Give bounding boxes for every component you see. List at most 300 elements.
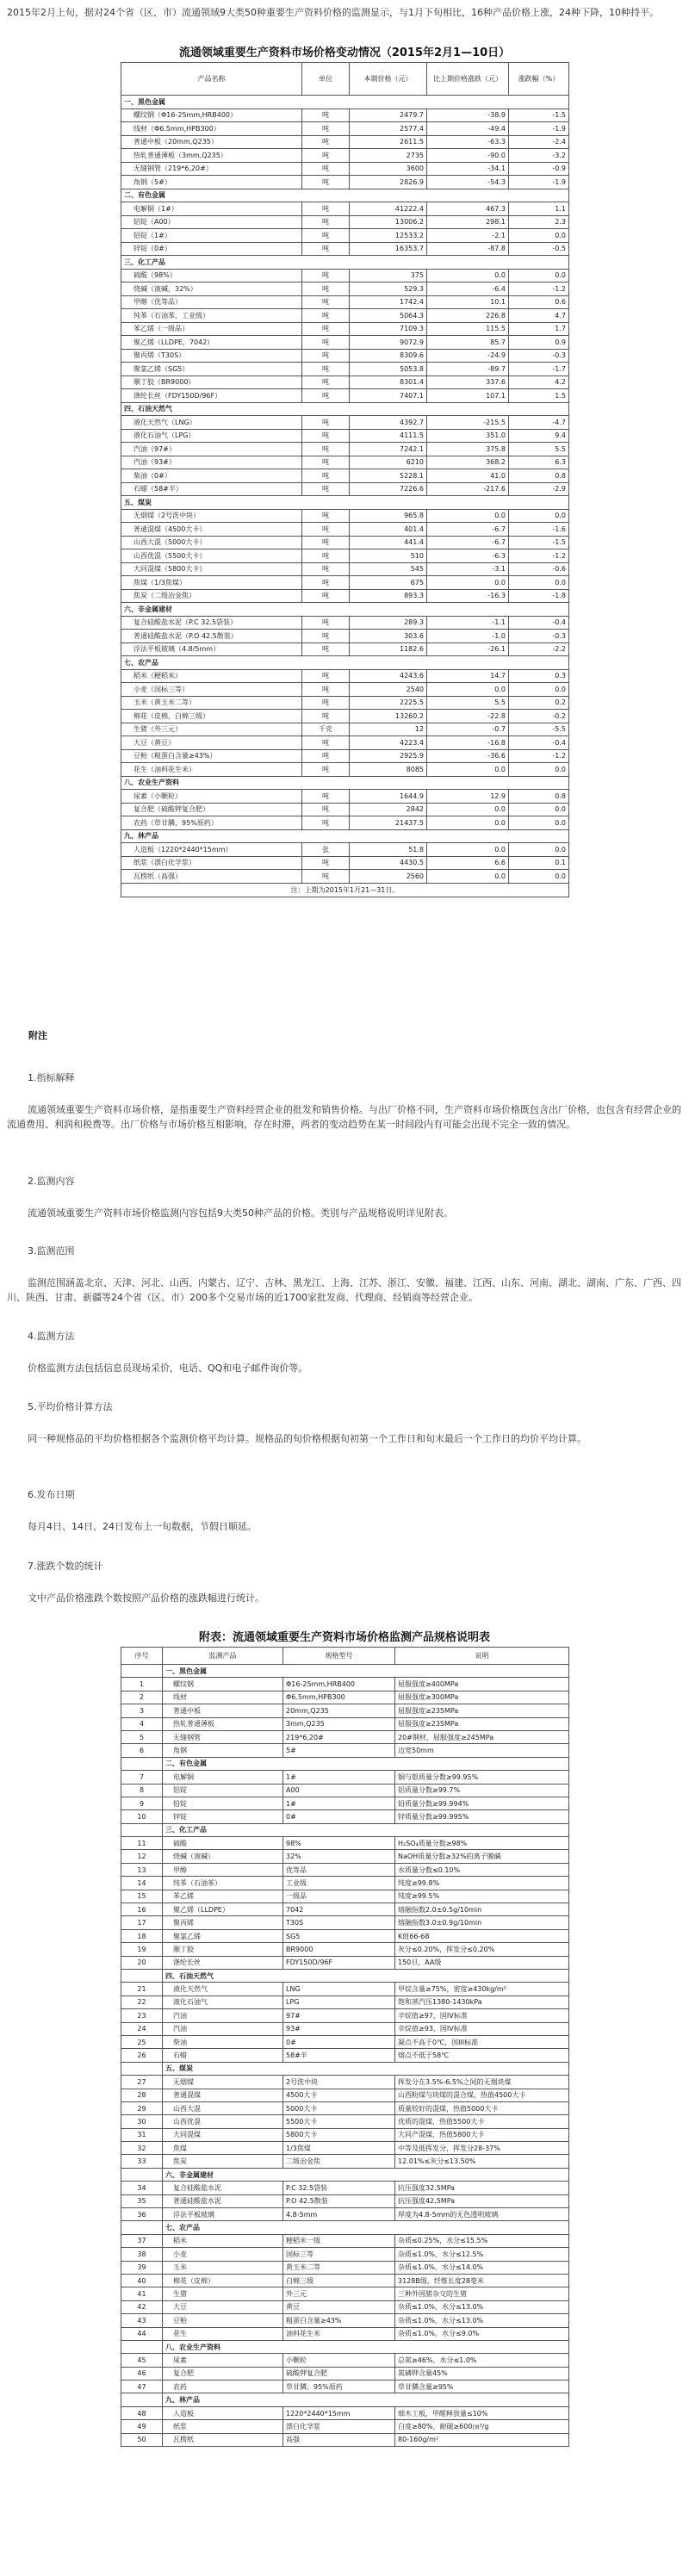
unit-cell: 吨 bbox=[302, 790, 350, 804]
pct-cell: -1.5 bbox=[509, 536, 569, 549]
price-cell: 2925.9 bbox=[350, 749, 427, 763]
note-2-title: 2.监测内容 bbox=[28, 1176, 75, 1187]
change-cell: 368.2 bbox=[427, 456, 509, 469]
product-name: 浮法平板玻璃（4.8/5mm） bbox=[121, 642, 302, 656]
desc-cell: K值66-68 bbox=[395, 1929, 569, 1942]
table-row bbox=[121, 242, 569, 256]
category-label: 七、农产品 bbox=[121, 656, 569, 670]
pct-cell: 0.0 bbox=[509, 763, 569, 777]
pct-cell: -2.2 bbox=[509, 642, 569, 656]
price-cell: 12533.2 bbox=[350, 229, 427, 243]
price-cell: 12 bbox=[350, 723, 427, 736]
price-cell: 375 bbox=[350, 269, 427, 282]
row-number: 8 bbox=[121, 1784, 163, 1797]
price-cell: 6210 bbox=[350, 456, 427, 469]
change-cell: -2.1 bbox=[427, 229, 509, 243]
product-name: 瓦楞纸 bbox=[163, 2433, 283, 2446]
row-number: 24 bbox=[121, 2022, 163, 2035]
pct-cell: -5.5 bbox=[509, 723, 569, 736]
row-number: 47 bbox=[121, 2380, 163, 2393]
note-4 bbox=[7, 1329, 682, 1375]
spec-table-row bbox=[121, 2128, 569, 2141]
product-name: 花生（油料花生米） bbox=[121, 763, 302, 777]
spec-cell: 0# bbox=[283, 1810, 395, 1823]
spec-cell: 4500大卡 bbox=[283, 2089, 395, 2101]
category-label: 三、化工产品 bbox=[163, 1823, 569, 1836]
change-cell: 0.0 bbox=[427, 843, 509, 857]
spec-cell: 58#半 bbox=[283, 2049, 395, 2062]
spec-table-row bbox=[121, 2049, 569, 2062]
table-row bbox=[121, 322, 569, 336]
category-label: 六、非金属建材 bbox=[121, 603, 569, 617]
category-row bbox=[121, 256, 569, 270]
pct-cell: -2.9 bbox=[509, 482, 569, 496]
product-name: 石蜡（58#半） bbox=[121, 482, 302, 496]
row-number bbox=[121, 2062, 163, 2075]
table-row bbox=[121, 696, 569, 710]
change-cell: -34.1 bbox=[427, 162, 509, 176]
pct-cell: -1.9 bbox=[509, 176, 569, 189]
spec-table-row bbox=[121, 2287, 569, 2300]
change-cell: 41.0 bbox=[427, 469, 509, 483]
product-name: 聚氯乙烯（SG5） bbox=[121, 363, 302, 376]
price-cell: 5053.8 bbox=[350, 363, 427, 376]
spec-table-row bbox=[121, 2300, 569, 2313]
spec-table-title: 附表：流通领域重要生产资料市场价格监测产品规格说明表 bbox=[198, 1631, 490, 1644]
table-row bbox=[121, 482, 569, 496]
price-cell: 2611.5 bbox=[350, 135, 427, 149]
header-unit: 单位 bbox=[302, 63, 350, 96]
spec-cell: 优等品 bbox=[283, 1863, 395, 1876]
desc-cell: 灰分≤0.20%，挥发分≤0.20% bbox=[395, 1943, 569, 1956]
pct-cell: 0.1 bbox=[509, 856, 569, 870]
product-name: 焦炭 bbox=[163, 2155, 283, 2168]
desc-cell: 纯度≥99.5% bbox=[395, 1890, 569, 1903]
table-row bbox=[121, 336, 569, 350]
desc-cell: 氮磷钾含量45% bbox=[395, 2367, 569, 2380]
category-label: 七、农产品 bbox=[163, 2221, 569, 2234]
change-cell: -217.6 bbox=[427, 482, 509, 496]
pct-cell: -2.4 bbox=[509, 135, 569, 149]
pct-cell: -1.2 bbox=[509, 282, 569, 296]
table-row bbox=[121, 202, 569, 216]
product-name: 聚乙烯（LLDPE） bbox=[163, 1903, 283, 1916]
price-cell: 7226.6 bbox=[350, 482, 427, 496]
spec-cell: 97# bbox=[283, 2009, 395, 2022]
row-number: 11 bbox=[121, 1837, 163, 1850]
spec-table-row bbox=[121, 2420, 569, 2433]
category-label: 九、林产品 bbox=[121, 829, 569, 843]
table-row bbox=[121, 282, 569, 296]
spec-cell: 国标三等 bbox=[283, 2248, 395, 2261]
table-row bbox=[121, 669, 569, 683]
price-cell: 1182.6 bbox=[350, 642, 427, 656]
product-name: 热轧普通薄板 bbox=[163, 1717, 283, 1730]
product-name: 山西优混 bbox=[163, 2115, 283, 2128]
price-cell: 13260.2 bbox=[350, 710, 427, 723]
category-row bbox=[121, 496, 569, 510]
product-name: 涤纶长丝（FDY150D/96F） bbox=[121, 389, 302, 403]
price-cell: 965.8 bbox=[350, 509, 427, 523]
product-name: 苯乙烯 bbox=[163, 1890, 283, 1903]
change-cell: 0.0 bbox=[427, 816, 509, 830]
desc-cell: 凝点不高于0℃，国III标准 bbox=[395, 2035, 569, 2048]
unit-cell: 吨 bbox=[302, 336, 350, 350]
spec-cell: 32% bbox=[283, 1850, 395, 1863]
product-name: 液化石油气（LPG） bbox=[121, 429, 302, 443]
table-row bbox=[121, 162, 569, 176]
spec-cell: 3mm,Q235 bbox=[283, 1717, 395, 1730]
change-cell: -38.9 bbox=[427, 109, 509, 122]
desc-cell: 草甘膦含量≥95% bbox=[395, 2380, 569, 2393]
desc-cell: 抗压强度42.5MPa bbox=[395, 2194, 569, 2207]
spec-cell: 5# bbox=[283, 1744, 395, 1757]
spec-cell: 5000大卡 bbox=[283, 2101, 395, 2114]
row-number: 45 bbox=[121, 2354, 163, 2367]
price-cell: 3600 bbox=[350, 162, 427, 176]
product-name: 汽油（93#） bbox=[121, 456, 302, 469]
change-cell: 6.6 bbox=[427, 856, 509, 870]
unit-cell: 吨 bbox=[302, 229, 350, 243]
pct-cell: 0.0 bbox=[509, 843, 569, 857]
table-note-row bbox=[121, 883, 569, 897]
product-name: 复合肥（硫酸钾复合肥） bbox=[121, 803, 302, 816]
spec-cell: P.C 32.5袋装 bbox=[283, 2182, 395, 2194]
price-cell: 2842 bbox=[350, 803, 427, 816]
unit-cell: 吨 bbox=[302, 376, 350, 389]
price-cell: 510 bbox=[350, 549, 427, 563]
product-name: 螺纹钢 bbox=[163, 1678, 283, 1691]
table-row bbox=[121, 790, 569, 804]
table-row bbox=[121, 509, 569, 523]
spec-table-row bbox=[121, 2314, 569, 2327]
price-cell: 2540 bbox=[350, 683, 427, 697]
row-number: 3 bbox=[121, 1704, 163, 1717]
product-name: 石蜡 bbox=[163, 2049, 283, 2062]
product-name: 甲醇 bbox=[163, 1863, 283, 1876]
spec-table-row bbox=[121, 2009, 569, 2022]
spec-cell: 1# bbox=[283, 1797, 395, 1809]
spec-cell: BR9000 bbox=[283, 1943, 395, 1956]
pct-cell: -0.3 bbox=[509, 349, 569, 363]
product-name: 小麦 bbox=[163, 2248, 283, 2261]
row-number bbox=[121, 2340, 163, 2353]
spec-cell: 2号洗中块 bbox=[283, 2076, 395, 2089]
pct-cell: 0.0 bbox=[509, 269, 569, 282]
change-cell: -26.1 bbox=[427, 642, 509, 656]
product-name: 汽油（97#） bbox=[121, 443, 302, 456]
spec-table-row bbox=[121, 2182, 569, 2194]
product-name: 聚丙烯 bbox=[163, 1916, 283, 1929]
row-number bbox=[121, 2168, 163, 2181]
unit-cell: 吨 bbox=[302, 749, 350, 763]
row-number: 26 bbox=[121, 2049, 163, 2062]
change-cell: -215.5 bbox=[427, 416, 509, 430]
table-row bbox=[121, 870, 569, 884]
category-label: 五、煤炭 bbox=[163, 2062, 569, 2075]
row-number bbox=[121, 2393, 163, 2406]
price-cell: 8085 bbox=[350, 763, 427, 777]
unit-cell: 吨 bbox=[302, 683, 350, 697]
pct-cell: 0.0 bbox=[509, 683, 569, 697]
product-name: 玉米 bbox=[163, 2261, 283, 2274]
spec-table-row bbox=[121, 1850, 569, 1863]
pct-cell: 2.3 bbox=[509, 215, 569, 229]
change-cell: -16.8 bbox=[427, 736, 509, 750]
table-row bbox=[121, 229, 569, 243]
desc-cell: 杂质≤0.25%，水分≤15.5% bbox=[395, 2234, 569, 2247]
category-label: 八、农业生产资料 bbox=[163, 2340, 569, 2353]
desc-cell: H₂SO₄质量分数≥98% bbox=[395, 1837, 569, 1850]
product-name: 烧碱（液碱，32%） bbox=[121, 282, 302, 296]
product-name: 普通硅酸盐水泥 bbox=[163, 2194, 283, 2207]
category-row bbox=[121, 603, 569, 617]
table-row bbox=[121, 710, 569, 723]
unit-cell: 吨 bbox=[302, 363, 350, 376]
pct-cell: -1.8 bbox=[509, 589, 569, 603]
change-cell: -1.1 bbox=[427, 616, 509, 630]
table-row bbox=[121, 843, 569, 857]
row-number: 5 bbox=[121, 1730, 163, 1743]
spec-cell: 工业级 bbox=[283, 1877, 395, 1890]
spec-category-row bbox=[121, 1665, 569, 1678]
pct-cell: 0.0 bbox=[509, 870, 569, 884]
row-number: 1 bbox=[121, 1678, 163, 1691]
change-cell: -54.3 bbox=[427, 176, 509, 189]
spec-cell: 20mm,Q235 bbox=[283, 1704, 395, 1717]
product-name: 复合肥 bbox=[163, 2367, 283, 2380]
spec-category-row bbox=[121, 1969, 569, 1982]
spec-cell: LNG bbox=[283, 1983, 395, 1996]
row-number bbox=[121, 2221, 163, 2234]
desc-cell: 屈服强度≥300MPa bbox=[395, 1691, 569, 1704]
table-row bbox=[121, 122, 569, 136]
spec-category-row bbox=[121, 2340, 569, 2353]
table-row bbox=[121, 562, 569, 576]
table-row bbox=[121, 536, 569, 549]
change-cell: 375.8 bbox=[427, 443, 509, 456]
product-name: 复合硅酸盐水泥 bbox=[163, 2182, 283, 2194]
spec-table-row bbox=[121, 1771, 569, 1784]
price-cell: 21437.5 bbox=[350, 816, 427, 830]
pct-cell: -1.2 bbox=[509, 549, 569, 563]
spec-category-row bbox=[121, 2393, 569, 2406]
change-cell: 467.3 bbox=[427, 202, 509, 216]
desc-cell: 优质的混煤，热值5500大卡 bbox=[395, 2115, 569, 2128]
row-number: 19 bbox=[121, 1943, 163, 1956]
table-row bbox=[121, 683, 569, 697]
spec-category-row bbox=[121, 2221, 569, 2234]
row-number: 36 bbox=[121, 2208, 163, 2221]
product-name: 聚乙烯（LLDPE，7042） bbox=[121, 336, 302, 350]
product-name: 花生 bbox=[163, 2327, 283, 2340]
product-name: 焦煤 bbox=[163, 2142, 283, 2155]
table-row bbox=[121, 349, 569, 363]
row-number bbox=[121, 1665, 163, 1678]
header-pct: 涨跌幅（%） bbox=[509, 63, 569, 96]
product-name: 烧碱（液碱） bbox=[163, 1850, 283, 1863]
change-cell: 0.0 bbox=[427, 576, 509, 590]
spec-table-row bbox=[121, 2406, 569, 2419]
spec-table-row bbox=[121, 1717, 569, 1730]
desc-cell: 3128B级，纤维长度28毫米 bbox=[395, 2274, 569, 2287]
price-cell: 2560 bbox=[350, 870, 427, 884]
product-name: 焦煤（1/3焦煤） bbox=[121, 576, 302, 590]
product-name: 焦炭（二级冶金焦） bbox=[121, 589, 302, 603]
desc-cell: 铅质量分数≥99.994% bbox=[395, 1797, 569, 1809]
change-cell: -24.9 bbox=[427, 349, 509, 363]
row-number: 20 bbox=[121, 1956, 163, 1969]
spec-cell: 4.8-5mm bbox=[283, 2208, 395, 2221]
spec-table-row bbox=[121, 2035, 569, 2048]
unit-cell: 吨 bbox=[302, 549, 350, 563]
price-table-title: 流通领域重要生产资料市场价格变动情况（2015年2月1—10日） bbox=[178, 47, 511, 59]
table-row bbox=[121, 376, 569, 389]
desc-cell: 80-160g/m² bbox=[395, 2433, 569, 2446]
spec-table-row bbox=[121, 2354, 569, 2367]
category-row bbox=[121, 776, 569, 790]
desc-cell: 12.01%≤灰分≤13.50% bbox=[395, 2155, 569, 2168]
spec-cell: 黄玉米二等 bbox=[283, 2261, 395, 2274]
row-number: 40 bbox=[121, 2274, 163, 2287]
unit-cell: 吨 bbox=[302, 135, 350, 149]
unit-cell: 吨 bbox=[302, 149, 350, 163]
table-row bbox=[121, 642, 569, 656]
category-label: 二、有色金属 bbox=[121, 189, 569, 202]
row-number: 25 bbox=[121, 2035, 163, 2048]
unit-cell: 吨 bbox=[302, 122, 350, 136]
row-number: 22 bbox=[121, 1996, 163, 2008]
row-number: 28 bbox=[121, 2089, 163, 2101]
unit-cell: 千克 bbox=[302, 723, 350, 736]
spec-table-row bbox=[121, 1691, 569, 1704]
pct-cell: -1.6 bbox=[509, 523, 569, 537]
desc-cell: 杂质≤1.0%，水分≤13.0% bbox=[395, 2314, 569, 2327]
unit-cell: 吨 bbox=[302, 242, 350, 256]
desc-cell: 厚度为4.8-5mm的无色透明玻璃 bbox=[395, 2208, 569, 2221]
row-number: 6 bbox=[121, 1744, 163, 1757]
desc-cell: 山西粉煤与块煤的混合煤，热值4500大卡 bbox=[395, 2089, 569, 2101]
desc-cell: 大同产混煤，热值5800大卡 bbox=[395, 2128, 569, 2141]
desc-cell: 细木工板，甲醛释放量≤10% bbox=[395, 2406, 569, 2419]
pct-cell: -1.2 bbox=[509, 749, 569, 763]
table-row bbox=[121, 429, 569, 443]
product-name: 涤纶长丝 bbox=[163, 1956, 283, 1969]
desc-cell: 熔点不低于58℃ bbox=[395, 2049, 569, 2062]
product-name: 汽油 bbox=[163, 2022, 283, 2035]
pct-cell: -0.6 bbox=[509, 562, 569, 576]
desc-cell: 150旦，AA级 bbox=[395, 1956, 569, 1969]
unit-cell: 吨 bbox=[302, 616, 350, 630]
change-cell: 0.0 bbox=[427, 509, 509, 523]
row-number: 12 bbox=[121, 1850, 163, 1863]
spec-cell: 硫酸钾复合肥 bbox=[283, 2367, 395, 2380]
category-row bbox=[121, 829, 569, 843]
note-6 bbox=[7, 1487, 682, 1534]
pct-cell: -1.9 bbox=[509, 122, 569, 136]
product-name: 汽油 bbox=[163, 2009, 283, 2022]
unit-cell: 吨 bbox=[302, 349, 350, 363]
desc-cell: 熔融指数3.0±0.9g/10min bbox=[395, 1916, 569, 1929]
spec-cell: SG5 bbox=[283, 1929, 395, 1942]
unit-cell: 吨 bbox=[302, 630, 350, 643]
product-name: 铅锭 bbox=[163, 1797, 283, 1809]
note-5-text: 同一种规格品的平均价格根据各个监测价格平均计算。规格品的旬价格根据旬初第一个工作日和旬末最后一个工作日的均价平均计算。 bbox=[28, 1433, 587, 1444]
row-number: 9 bbox=[121, 1797, 163, 1809]
unit-cell: 吨 bbox=[302, 176, 350, 189]
category-row bbox=[121, 402, 569, 416]
pct-cell: 0.0 bbox=[509, 576, 569, 590]
category-row bbox=[121, 656, 569, 670]
desc-cell: 辛烷值≥93，国IV标准 bbox=[395, 2022, 569, 2035]
pct-cell: -0.9 bbox=[509, 162, 569, 176]
table-row bbox=[121, 630, 569, 643]
change-cell: 14.7 bbox=[427, 669, 509, 683]
pct-cell: 1.1 bbox=[509, 202, 569, 216]
category-row bbox=[121, 189, 569, 202]
spec-cell: Φ16-25mm,HRB400 bbox=[283, 1678, 395, 1691]
desc-cell: 白度≥80%，耐破≥600㎝³/g bbox=[395, 2420, 569, 2433]
price-cell: 289.3 bbox=[350, 616, 427, 630]
row-number: 43 bbox=[121, 2314, 163, 2327]
spec-table-header bbox=[121, 1648, 569, 1665]
desc-cell: 锌质量分数≥99.995% bbox=[395, 1810, 569, 1823]
price-cell: 675 bbox=[350, 576, 427, 590]
change-cell: -0.7 bbox=[427, 723, 509, 736]
row-number: 50 bbox=[121, 2433, 163, 2446]
spec-table-row bbox=[121, 2234, 569, 2247]
price-cell: 13006.2 bbox=[350, 215, 427, 229]
unit-cell: 吨 bbox=[302, 870, 350, 884]
price-cell: 16353.7 bbox=[350, 242, 427, 256]
product-name: 锌锭（0#） bbox=[121, 242, 302, 256]
product-name: 生猪 bbox=[163, 2287, 283, 2300]
spec-table-row bbox=[121, 1903, 569, 1916]
row-number: 37 bbox=[121, 2234, 163, 2247]
category-label: 三、化工产品 bbox=[121, 256, 569, 270]
product-name: 纯苯（石油苯，工业级） bbox=[121, 309, 302, 323]
change-cell: -6.7 bbox=[427, 536, 509, 549]
spec-table-row bbox=[121, 2327, 569, 2340]
unit-cell: 吨 bbox=[302, 429, 350, 443]
product-name: 普通中板（20mm,Q235） bbox=[121, 135, 302, 149]
product-name: 角钢 bbox=[163, 1744, 283, 1757]
product-name: 山西大混 bbox=[163, 2101, 283, 2114]
spec-table-row bbox=[121, 2142, 569, 2155]
spec-cell: 5800大卡 bbox=[283, 2128, 395, 2141]
row-number: 32 bbox=[121, 2142, 163, 2155]
spec-table-row bbox=[121, 2022, 569, 2035]
note-2 bbox=[7, 1174, 682, 1220]
product-name: 硫酸 bbox=[163, 1837, 283, 1850]
desc-cell: NaOH质量分数≥32%的离子膜碱 bbox=[395, 1850, 569, 1863]
change-cell: 226.8 bbox=[427, 309, 509, 323]
price-cell: 2577.4 bbox=[350, 122, 427, 136]
product-name: 普通硅酸盐水泥（P.O 42.5散装） bbox=[121, 630, 302, 643]
pct-cell: 0.9 bbox=[509, 336, 569, 350]
spec-cell: 二级冶金焦 bbox=[283, 2155, 395, 2168]
spec-table-row bbox=[121, 1730, 569, 1743]
desc-cell: 抗压强度32.5MPa bbox=[395, 2182, 569, 2194]
row-number: 29 bbox=[121, 2101, 163, 2114]
product-name: 螺纹钢（Φ16-25mm,HRB400） bbox=[121, 109, 302, 122]
table-row bbox=[121, 149, 569, 163]
spec-table-row bbox=[121, 2194, 569, 2207]
table-row bbox=[121, 269, 569, 282]
change-cell: -22.8 bbox=[427, 710, 509, 723]
product-name: 纸浆 bbox=[163, 2420, 283, 2433]
spec-cell: 黄豆 bbox=[283, 2300, 395, 2313]
